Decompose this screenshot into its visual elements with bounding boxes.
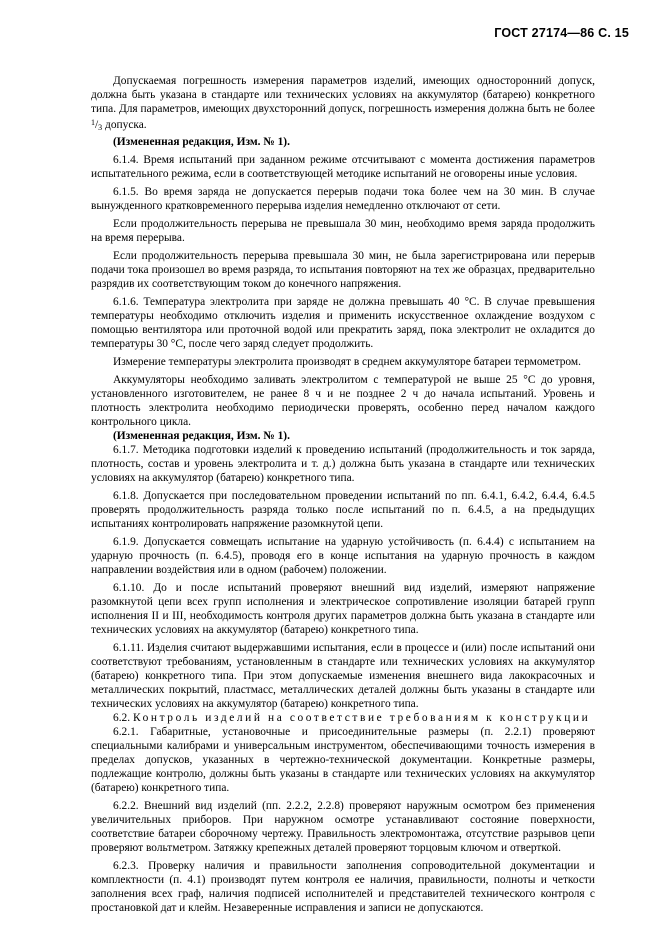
amendment-note: (Измененная редакция, Изм. № 1). xyxy=(113,430,290,442)
paragraph-6-1-8: 6.1.8. Допускается при последовательном проведении испытаний по пп. 6.4.1, 6.4.2, 6.4.4, 6.4.5 проверять продолжительность разряда только после испытаний по п. 6.4.5, а на предыдущих испытаниях контролировать напряжение разомкнутой цепи. xyxy=(91,490,595,530)
paragraph-6-2-3: 6.2.3. Проверку наличия и правильности заполнения сопроводительной документации и комплектности (п. 4.1) производят путем контроля ее наличия, правильности, полноты и четкости заполнения всех граф, наличия подписей исполнителей и представителей технического контроля с простановкой дат и клейм. Незаверенные исправления и записи не допускаются. xyxy=(91,860,595,914)
paragraph-6-1-9: 6.1.9. Допускается совмещать испытание на ударную устойчивость (п. 6.4.4) с испытанием на ударную прочность (п. 6.4.5), проводя его в конце испытания на ударную прочность в каждом направлении воздействия или в одном (рабочем) положении. xyxy=(91,536,595,576)
paragraph-6-2-2: 6.2.2. Внешний вид изделий (пп. 2.2.2, 2.2.8) проверяют наружным осмотром без применения увеличительных приборов. При наружном осмотре устанавливают состояние поверхности, соответствие батареи сборочному чертежу. Правильность электромонтажа, отсутствие разрывов цепи проверяют вольтметром. Затяжку крепежных деталей проверяют торцовым ключом и отверткой. xyxy=(91,800,595,854)
paragraph-tolerance: Допускаемая погрешность измерения параметров изделий, имеющих односторонний допуск, должна быть указана в стандарте или технических условиях на аккумулятор (батарею) конкретного типа. Для параметров, имеющих двухсторонний допуск, погрешность измерения должна быть не более $^1$/3 допуска. xyxy=(91,75,595,132)
document-body xyxy=(91,74,595,915)
paragraph-interruption-long: Если продолжительность перерыва превышала 30 мин, не была зарегистрирована или перерыв подачи тока произошел во время разряда, то испытания повторяют на тех же образцах, предварительно разрядив их соответствующим током до конечного напряжения. xyxy=(91,250,595,290)
paragraph-temperature-measurement: Измерение температуры электролита производят в среднем аккумуляторе батареи термометром. xyxy=(113,356,581,368)
paragraph-electrolyte-filling: Аккумуляторы необходимо заливать электролитом с температурой не выше 25 °С до уровня, установленного изготовителем, не ранее 8 ч и не позднее 2 ч до начала испытаний. Уровень и плотность электролита необходимо периодически проверять, особенно перед началом каждого контрольного цикла. xyxy=(91,374,595,428)
paragraph-6-1-5: 6.1.5. Во время заряда не допускается перерыв подачи тока более чем на 30 мин. В случае вынужденного кратковременного перерыва изделия немедленно отключают от сети. xyxy=(91,186,595,212)
section-heading-6-2: 6.2. Контроль изделий на соответствие требованиям к конструкции xyxy=(113,712,591,724)
paragraph-6-1-10: 6.1.10. До и после испытаний проверяют внешний вид изделий, измеряют напряжение разомкнутой цепи всех групп исполнения и электрическое сопротивление изоляции батарей групп исполнения II и III, необходимость контроля других параметров должна быть указана в стандарте или технических условиях на аккумулятор (батарею) конкретного типа. xyxy=(91,582,595,636)
paragraph-6-2-1: 6.2.1. Габаритные, установочные и присоединительные размеры (п. 2.2.1) проверяют специальными калибрами и универсальным инструментом, обеспечивающими точность измерения в пределах допусков, указанных в чертежно-технической документации. Конкретные размеры, подлежащие контролю, должны быть указаны в стандарте или технических условиях на аккумулятор (батарею) конкретного типа. xyxy=(91,726,595,794)
page-header: ГОСТ 27174—86 С. 15 xyxy=(494,26,629,40)
paragraph-6-1-11: 6.1.11. Изделия считают выдержавшими испытания, если в процессе и (или) после испытаний они соответствуют требованиям, установленным в стандарте или технических условиях на аккумулятор (батарею) конкретного типа. При этом допускаемые изменения внешнего вида лакокрасочных и металлических покрытий, пластмасс, металлических деталей должны быть указаны в стандарте или технических условиях на аккумулятор (батарею) конкретного типа. xyxy=(91,642,595,710)
paragraph-6-1-6: 6.1.6. Температура электролита при заряде не должна превышать 40 °С. В случае превышения температуры необходимо отключить изделия и применить искусственное охлаждение воздухом с помощью вентилятора или проточной водой или прекратить заряд, пока электролит не охладится до температуры 30 °С, после чего заряд следует продолжить. xyxy=(91,296,595,350)
fraction-one-third: $^1$/3 xyxy=(91,118,103,132)
paragraph-interruption-short: Если продолжительность перерыва не превышала 30 мин, необходимо время заряда продолжить на время перерыва. xyxy=(91,218,595,244)
amendment-note: (Измененная редакция, Изм. № 1). xyxy=(113,136,290,148)
paragraph-6-1-7: 6.1.7. Методика подготовки изделий к проведению испытаний (продолжительность и ток заряда, плотность, состав и уровень электролита и т. д.) должна быть указана в стандарте или технических условиях на аккумулятор (батарею) конкретного типа. xyxy=(91,444,595,484)
paragraph-6-1-4: 6.1.4. Время испытаний при заданном режиме отсчитывают с момента достижения параметров испытательного режима, если в соответствующей методике испытаний не оговорены иные условия. xyxy=(91,154,595,180)
